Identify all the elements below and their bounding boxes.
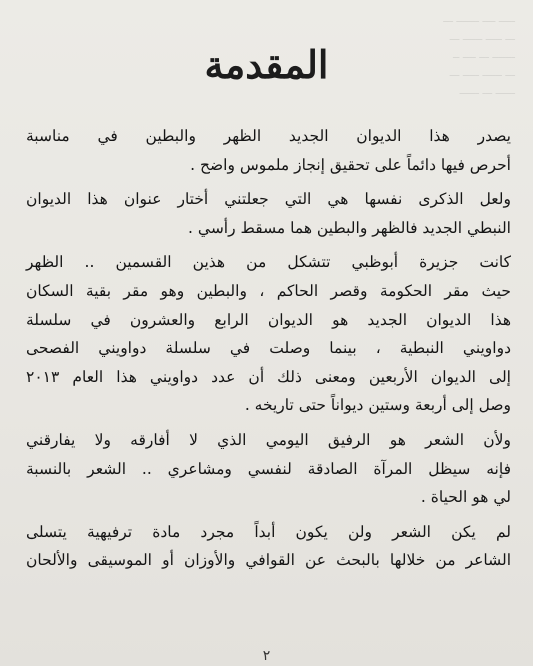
text-line: ولعل الذكرى نفسها هي التي جعلتني أختار عنوان هذا الديوان — [26, 190, 511, 209]
text-line: يصدر هذا الديوان الجديد الظهر والبطين في مناسبة — [26, 127, 511, 145]
text-line: لي هو الحياة . — [420, 488, 511, 507]
text-line: النبطي الجديد فالظهر والبطين هما مسقط رأسي . — [188, 218, 511, 237]
text-line: وصل إلى أربعة وستين ديواناً حتى تاريخه . — [244, 396, 511, 415]
text-line: فإنه سيظل المرآة الصادقة لنفسي ومشاعري .. الشعر بالنسبة — [26, 459, 511, 478]
text-line: هذا الديوان الجديد هو الديوان الرابع والعشرون في سلسلة — [26, 310, 511, 329]
text-line: ولأن الشعر هو الرفيق اليومي الذي لا أفارقه ولا يفارقني — [26, 430, 511, 449]
text-line: حيث مقر الحكومة وقصر الحاكم ، والبطين وهو مقر بقية السكان — [26, 281, 511, 300]
paragraph-3 — [26, 248, 511, 420]
text-line: الشاعر من خلالها بالبحث عن القوافي والأوزان أو الموسيقى والألحان — [26, 551, 511, 570]
text-line: أحرص فيها دائماً على تحقيق إنجاز ملموس واضح . — [190, 155, 511, 174]
body-text — [26, 122, 511, 581]
text-line: كانت جزيرة أبوظبي تتشكل من هذين القسمين .. الظهر — [26, 253, 511, 272]
paragraph-4 — [26, 426, 511, 512]
show-through-text: ـــــ ــــ ـــــــ ـــ ـــ ـــــ ــــــ ـــ ـــــــ ـــ ــــ ــ ـــ ــــــ ـــــ ـــ ــــــ ـــ ــــــ — [443, 12, 515, 97]
paragraph-2 — [26, 185, 511, 242]
page-title: المقدمة — [204, 42, 329, 87]
text-line: إلى الديوان الأربعين ومعنى ذلك أن عدد دواويني هذا العام ٢٠١٣ — [26, 367, 511, 386]
paragraph-1 — [26, 122, 511, 179]
text-line: لم يكن الشعر ولن يكون أبداً مجرد مادة ترفيهية يتسلى — [26, 522, 511, 541]
page-number: ٢ — [262, 648, 271, 664]
paragraph-5 — [26, 518, 511, 575]
text-line: دواويني النبطية ، بينما وصلت في سلسلة دواويني الفصحى — [26, 339, 511, 358]
